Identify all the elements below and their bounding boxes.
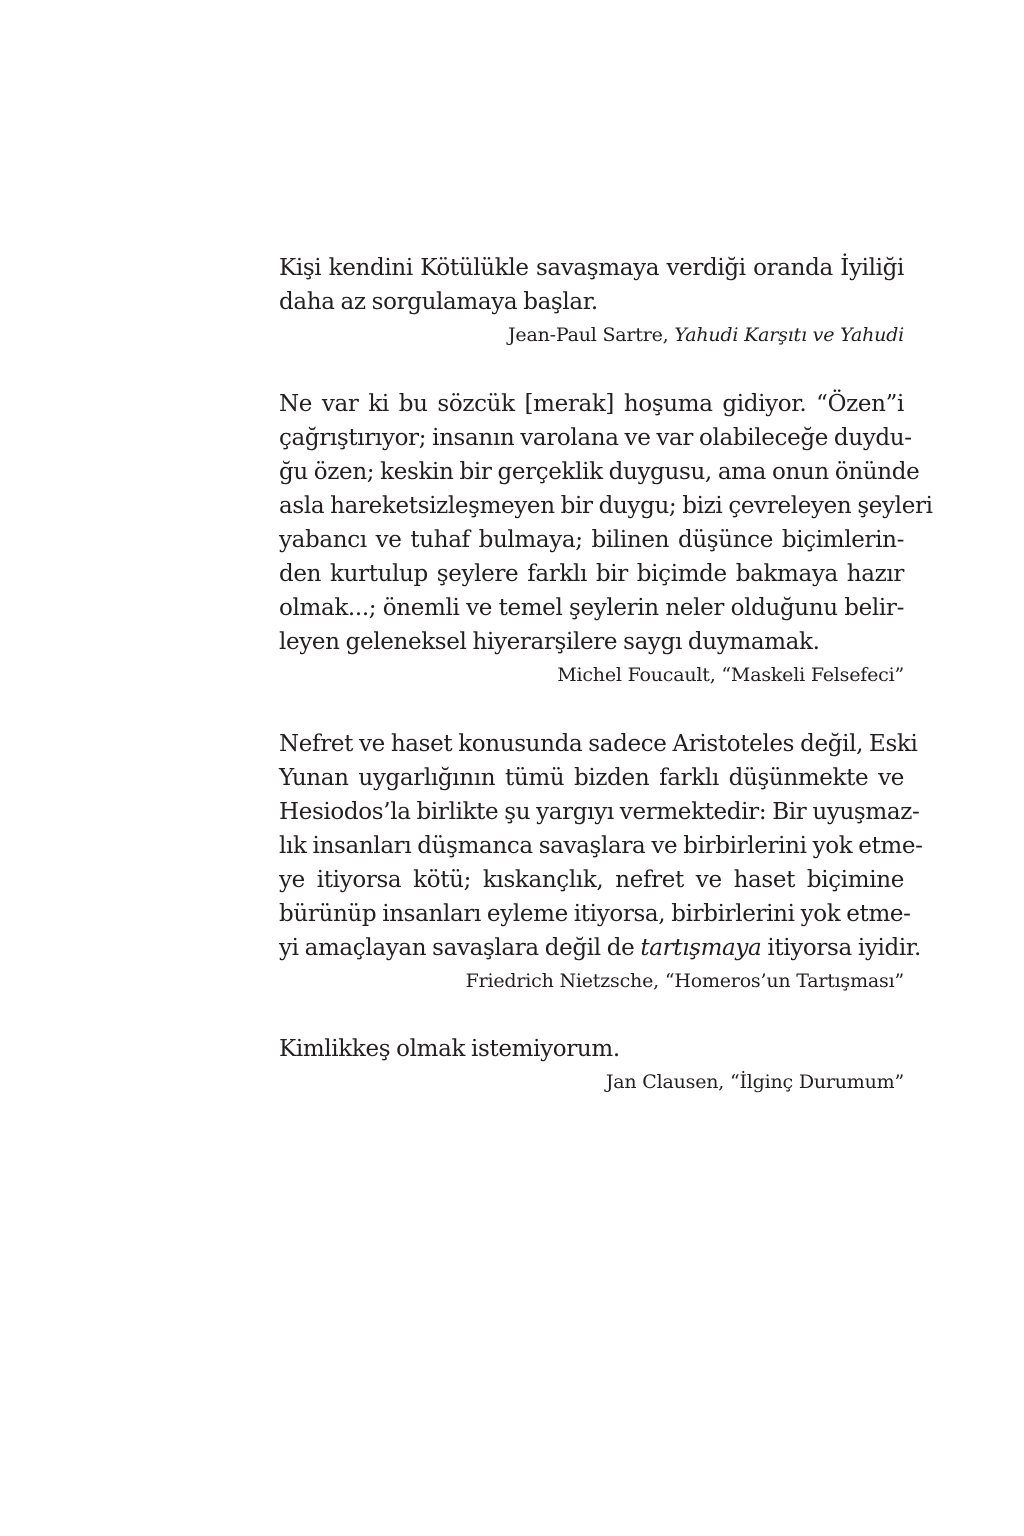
attribution-source: “Homeros’un Tartışması” [664, 970, 904, 992]
quote-line: Nefret ve haset konusunda sadece Aristoteles değil, Eski [279, 731, 918, 757]
attribution-author: Jan Clausen, [605, 1071, 725, 1093]
epigraph-sartre [279, 251, 904, 349]
attribution-author: Friedrich Nietzsche, [465, 970, 659, 992]
attribution [279, 1068, 904, 1096]
quote-line: Yunan uygarlığının tümü bizden farklı düşünmekte ve [279, 765, 904, 791]
attribution [279, 321, 904, 349]
quote-line: leyen geleneksel hiyerarşilere saygı duymamak. [279, 629, 820, 655]
attribution-source: “Maskeli Felsefeci” [721, 664, 904, 686]
quote-line: Kimlikkeş olmak istemiyorum. [279, 1036, 620, 1062]
quote-line: daha az sorgulamaya başlar. [279, 289, 598, 315]
quote-line: bürünüp insanları eyleme itiyorsa, birbirlerini yok etme- [279, 901, 911, 927]
quote-line: Hesiodos’la birlikte şu yargıyı vermektedir: Bir uyuşmaz- [279, 799, 920, 825]
attribution-author: Jean-Paul Sartre, [508, 324, 669, 346]
attribution-source: “İlginç Durumum” [729, 1071, 904, 1093]
attribution-author: Michel Foucault, [557, 664, 716, 686]
quote-line: olmak...; önemli ve temel şeylerin neler olduğunu belir- [279, 595, 904, 621]
epigraph-clausen [279, 1032, 904, 1096]
quote-line: yabancı ve tuhaf bulmaya; bilinen düşünce biçimlerin- [279, 527, 904, 553]
attribution [279, 967, 904, 995]
quote-line: ye itiyorsa kötü; kıskançlık, nefret ve haset biçimine [279, 867, 904, 893]
epigraph-nietzsche [279, 727, 923, 995]
quote-line: den kurtulup şeylere farklı bir biçimde bakmaya hazır [279, 561, 904, 587]
quote-emphasis: tartışmaya [640, 935, 762, 961]
epigraph-foucault [279, 387, 933, 689]
quote-line: Kişi kendini Kötülükle savaşmaya verdiği oranda İyiliği [279, 255, 904, 281]
quote-line [279, 931, 921, 965]
quote-line: ğu özen; keskin bir gerçeklik duygusu, ama onun önünde [279, 459, 920, 485]
attribution [279, 661, 904, 689]
attribution-source: Yahudi Karşıtı ve Yahudi [674, 324, 904, 346]
quote-line: çağrıştırıyor; insanın varolana ve var olabileceğe duydu- [279, 425, 912, 451]
quote-line-start: yi amaçlayan savaşlara değil de [279, 935, 641, 961]
quote-line: Ne var ki bu sözcük [merak] hoşuma gidiyor. “Özen”i [279, 391, 904, 417]
quote-line: lık insanları düşmanca savaşlara ve birbirlerini yok etme- [279, 833, 923, 859]
quote-line-end: itiyorsa iyidir. [761, 935, 921, 961]
quote-line: asla hareketsizleşmeyen bir duygu; bizi çevreleyen şeyleri [279, 493, 933, 519]
